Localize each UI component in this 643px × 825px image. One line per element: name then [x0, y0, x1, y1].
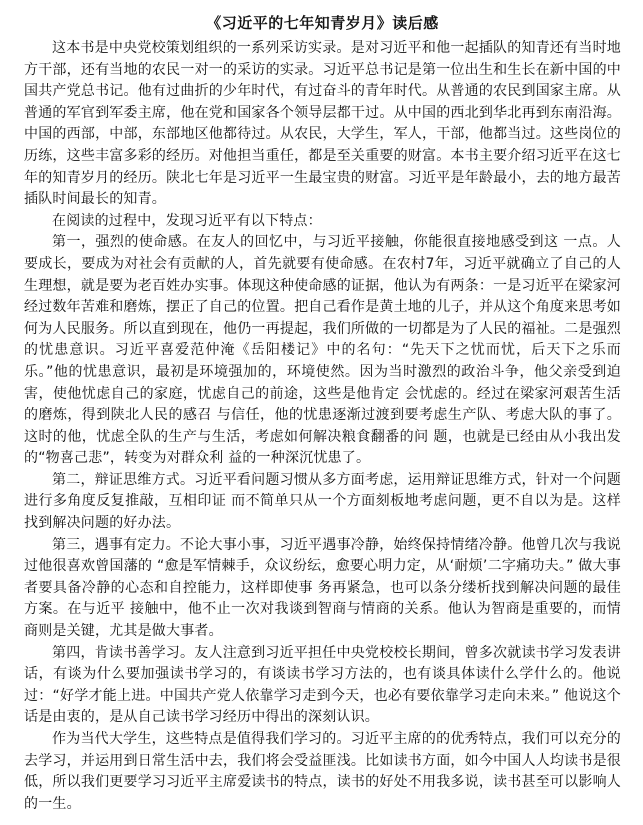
paragraph-conclusion: 作为当代大学生，这些特点是值得我们学习的。习近平主席的的优秀特点，我们可以充分的去学习，并运用到日常生活中去，我们将会受益匪浅。比如读书方面，如今中国人人均读书是很低，所以我们更要学习习近平主席爱读书的特点，读书的好处不用我多说，读书甚至可以影响人的一生。: [24, 731, 621, 812]
paragraph-point-two: 第二，辩证思维方式。习近平看问题习惯从多方面考虑，运用辩证思维方式，针对一个问题进行多角度反复推敲，互相印证 而不简单只从一个方面刻板地考虑问题，更不自以为是。这样找到解决问题的好办法。: [24, 471, 621, 532]
paragraph-reading-lead: 在阅读的过程中，发现习近平有以下特点：: [52, 212, 322, 229]
paragraph-point-three: 第三，遇事有定力。不论大事小事，习近平遇事冷静，始终保持情绪冷静。他曾几次与我说过他很喜欢曾国藩的 “愈是军情棘手，众议纷纭，愈要心明力定，从‘耐烦’二字痛功夫。” 做大事者要具备冷静的心态和自控能力，这样即使事 务再紧急，也可以条分缕析找到解决问题的最佳方案。在与近平 接触中，他不止一次对我谈到智商与情商的关系。他认为智商是重要的，而情商则是关键，尤其是做大事者。: [24, 536, 621, 640]
paragraph-point-one: 第一，强烈的使命感。在友人的回忆中，与习近平接触，你能很直接地感受到这 一点。人要成长，要成为对社会有贡献的人，首先就要有使命感。在农村7年，习近平就确立了自己的人生理想，就是要为老百姓办实事。体现这种使命感的证据，他认为有两条：一是习近平在梁家河经过数年苦难和磨炼，摆正了自己的位置。把自己看作是黄土地的儿子，并从这个角度来思考如何为人民服务。所以直到现在，他仍一再提起，我们所做的一切都是为了人民的福祉。二是强烈的忧患意识。习近平喜爱范仲淹《岳阳楼记》中的名句：“先天下之忧而忧，后天下之乐而乐。”他的忧患意识，最初是环境强加的，环境使然。因为当时激烈的政治斗争，他父亲受到迫害，使他忧虑自己的家庭，忧虑自己的前途，这些是他肯定 会忧虑的。经过在梁家河艰苦生活的磨炼，得到陕北人民的感召 与信任，他的忧患逐渐过渡到要考虑生产队、考虑大队的事了。 这时的他，忧虑全队的生产与生活，考虑如何解决粮食翻番的问 题，也就是已经由从小我出发的“物喜己悲”，转变为对群众利 益的一种深沉忧患了。: [24, 234, 621, 467]
paragraph-intro: 这本书是中央党校策划组织的一系列采访实录。是对习近平和他一起插队的知青还有当时地方干部，还有当地的农民一对一的采访的实录。习近平总书记是第一位出生和生长在新中国的中国共产党总书记。他有过曲折的少年时代，有过奋斗的青年时代。从普通的农民到国家主席。从普通的军官到军委主席，他在党和国家各个领导层都干过。从中国的西北到华北再到东南沿海。中国的西部，中部，东部地区他都待过。从农民，大学生，军人，干部，他都当过。这些岗位的历练，这些丰富多彩的经历。对他担当重任，都是至关重要的财富。本书主要介绍习近平在这七年的知青岁月的经历。陕北七年是习近平一生最宝贵的财富。习近平是年龄最小，去的地方最苦插队时间最长的知青。: [24, 40, 621, 208]
paragraph-point-four: 第四，肯读书善学习。友人注意到习近平担任中央党校校长期间，曾多次就读书学习发表讲话，有谈为什么要加强读书学习的，有谈读书学习方法的，也有谈具体读什么学什么的。他说过：“好学才能上进。中国共产党人依靠学习走到今天，也必有要依靠学习走向未来。” 他说这个话是由衷的，是从自己读书学习经历中得出的深刻认识。: [24, 644, 621, 726]
document-title: 《习近平的七年知青岁月》读后感: [206, 14, 439, 32]
